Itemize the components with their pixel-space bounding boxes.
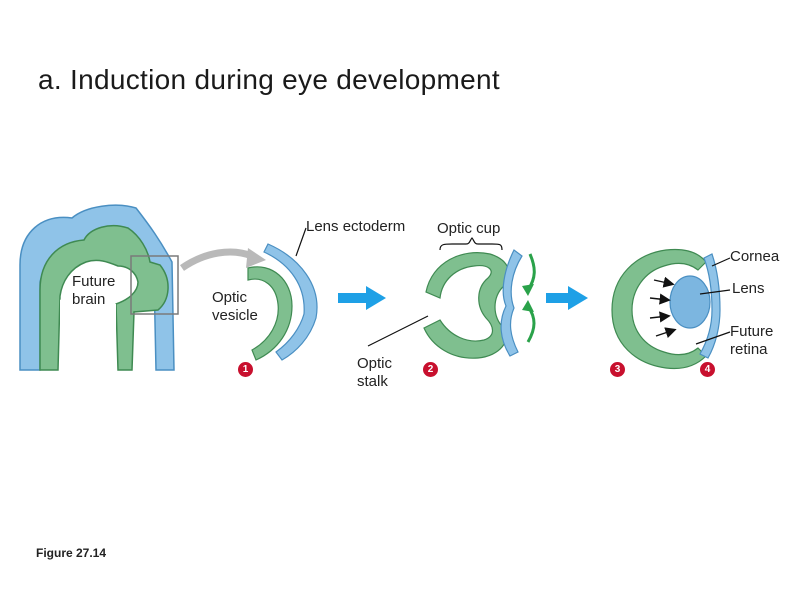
figure-title: a. Induction during eye development: [38, 64, 500, 95]
stage-2: [424, 250, 534, 358]
label-lens-ectoderm: Lens ectoderm: [306, 218, 406, 235]
label-cornea: Cornea: [730, 248, 780, 265]
step-badge-3: 3: [610, 362, 625, 377]
label-lens: Lens: [732, 280, 765, 297]
step-badge-2: 2: [423, 362, 438, 377]
stage4-lens: [670, 276, 710, 328]
label-optic-cup: Optic cup: [437, 220, 501, 237]
lens-ectoderm-leader: [296, 228, 306, 256]
label-optic-vesicle: Optic vesicle: [212, 289, 258, 324]
stage-4: [612, 250, 720, 369]
label-future-brain: Future brain: [72, 273, 116, 308]
figure-caption: Figure 27.14: [36, 546, 107, 560]
optic-cup-brace: [440, 238, 502, 250]
stage2-optic-cup: [424, 253, 509, 359]
step-badge-1: 1: [238, 362, 253, 377]
label-optic-stalk: Optic stalk: [357, 355, 393, 390]
process-arrow-icon: [338, 286, 386, 310]
optic-stalk-leader: [368, 316, 428, 346]
curved-arrow-icon: [182, 252, 252, 268]
step-badge-4: 4: [700, 362, 715, 377]
label-future-retina: Future retina: [730, 323, 774, 358]
process-arrow-icon: [546, 286, 588, 310]
